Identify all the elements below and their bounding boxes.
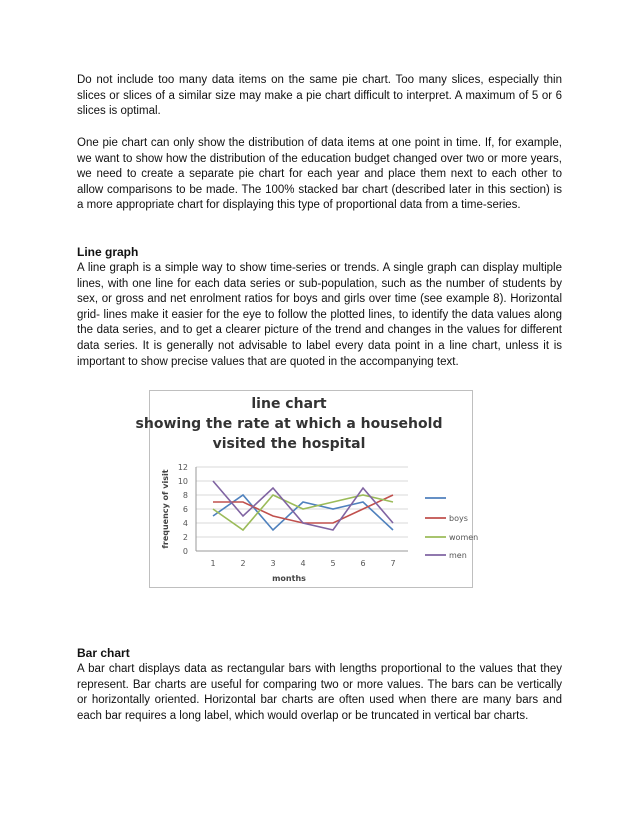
paragraph-pie-slices: Do not include too many data items on the same pie chart. Too many slices, especially thin slices or slices of a similar size may make a pie chart difficult to interpret. A maximum of 5 or 6 slices is optimal. [77,74,562,118]
x-tick-label: 2 [240,559,246,568]
chart-title-line: showing the rate at which a household [135,416,443,432]
x-tick-label: 5 [330,559,336,568]
y-tick-label: 4 [182,519,188,528]
y-tick-label: 12 [177,463,188,472]
line-chart [135,390,479,588]
x-tick-label: 6 [360,559,366,568]
paragraph-pie-time: One pie chart can only show the distribution of data items at one point in time. If, for example, we want to show how the distribution of the education budget changed over two or more years, we need to create a separate pie chart for each year and place them next to each other to allow comparisons to be made. The 100% stacked bar chart (described later in this section) is a more appropriate chart for displaying this type of proportional data from a time-series. [77,137,562,212]
heading-bar-chart: Bar chart [77,646,130,660]
y-tick-label: 0 [182,547,188,556]
y-tick-label: 8 [182,491,188,500]
legend-label-3: women [449,533,479,542]
x-tick-label: 4 [300,559,306,568]
y-tick-label: 10 [177,477,188,486]
y-tick-label: 6 [182,505,188,514]
x-tick-label: 3 [270,559,276,568]
chart-title-line: line chart [251,396,327,412]
paragraph-bar-chart: A bar chart displays data as rectangular bars with lengths proportional to the values that they represent. Bar charts are useful for comparing two or more values. The bars can be vertically or horizontally oriented. Horizontal bar charts are often used when there are many bars and each bar requires a long label, which would overlap or be truncated in vertical bar charts. [77,663,562,722]
x-tick-label: 1 [210,559,216,568]
y-axis-label: frequency of visit [161,469,170,549]
legend-label-4: men [449,551,467,560]
paragraph-line-graph: A line graph is a simple way to show time-series or trends. A single graph can display multiple lines, with one line for each data series or sub-population, such as the number of students by sex, or gross and net enrolment ratios for boys and girls over time (see example 8). Horizontal grid- lines make it easier for the eye to follow the plotted lines, to identify the data values along the data series, and to get a clearer picture of the trend and changes in the values for different data series. It is generally not advisable to label every data point in a line chart, unless it is important to show precise values that are quoted in the accompanying text. [77,262,562,368]
heading-line-graph: Line graph [77,245,139,259]
x-axis-label: months [272,574,306,583]
line-chart-svg [135,391,479,587]
x-tick-label: 7 [390,559,396,568]
legend-label-2: boys [449,514,468,523]
chart-title-line: visited the hospital [212,436,366,452]
y-tick-label: 2 [182,533,188,542]
